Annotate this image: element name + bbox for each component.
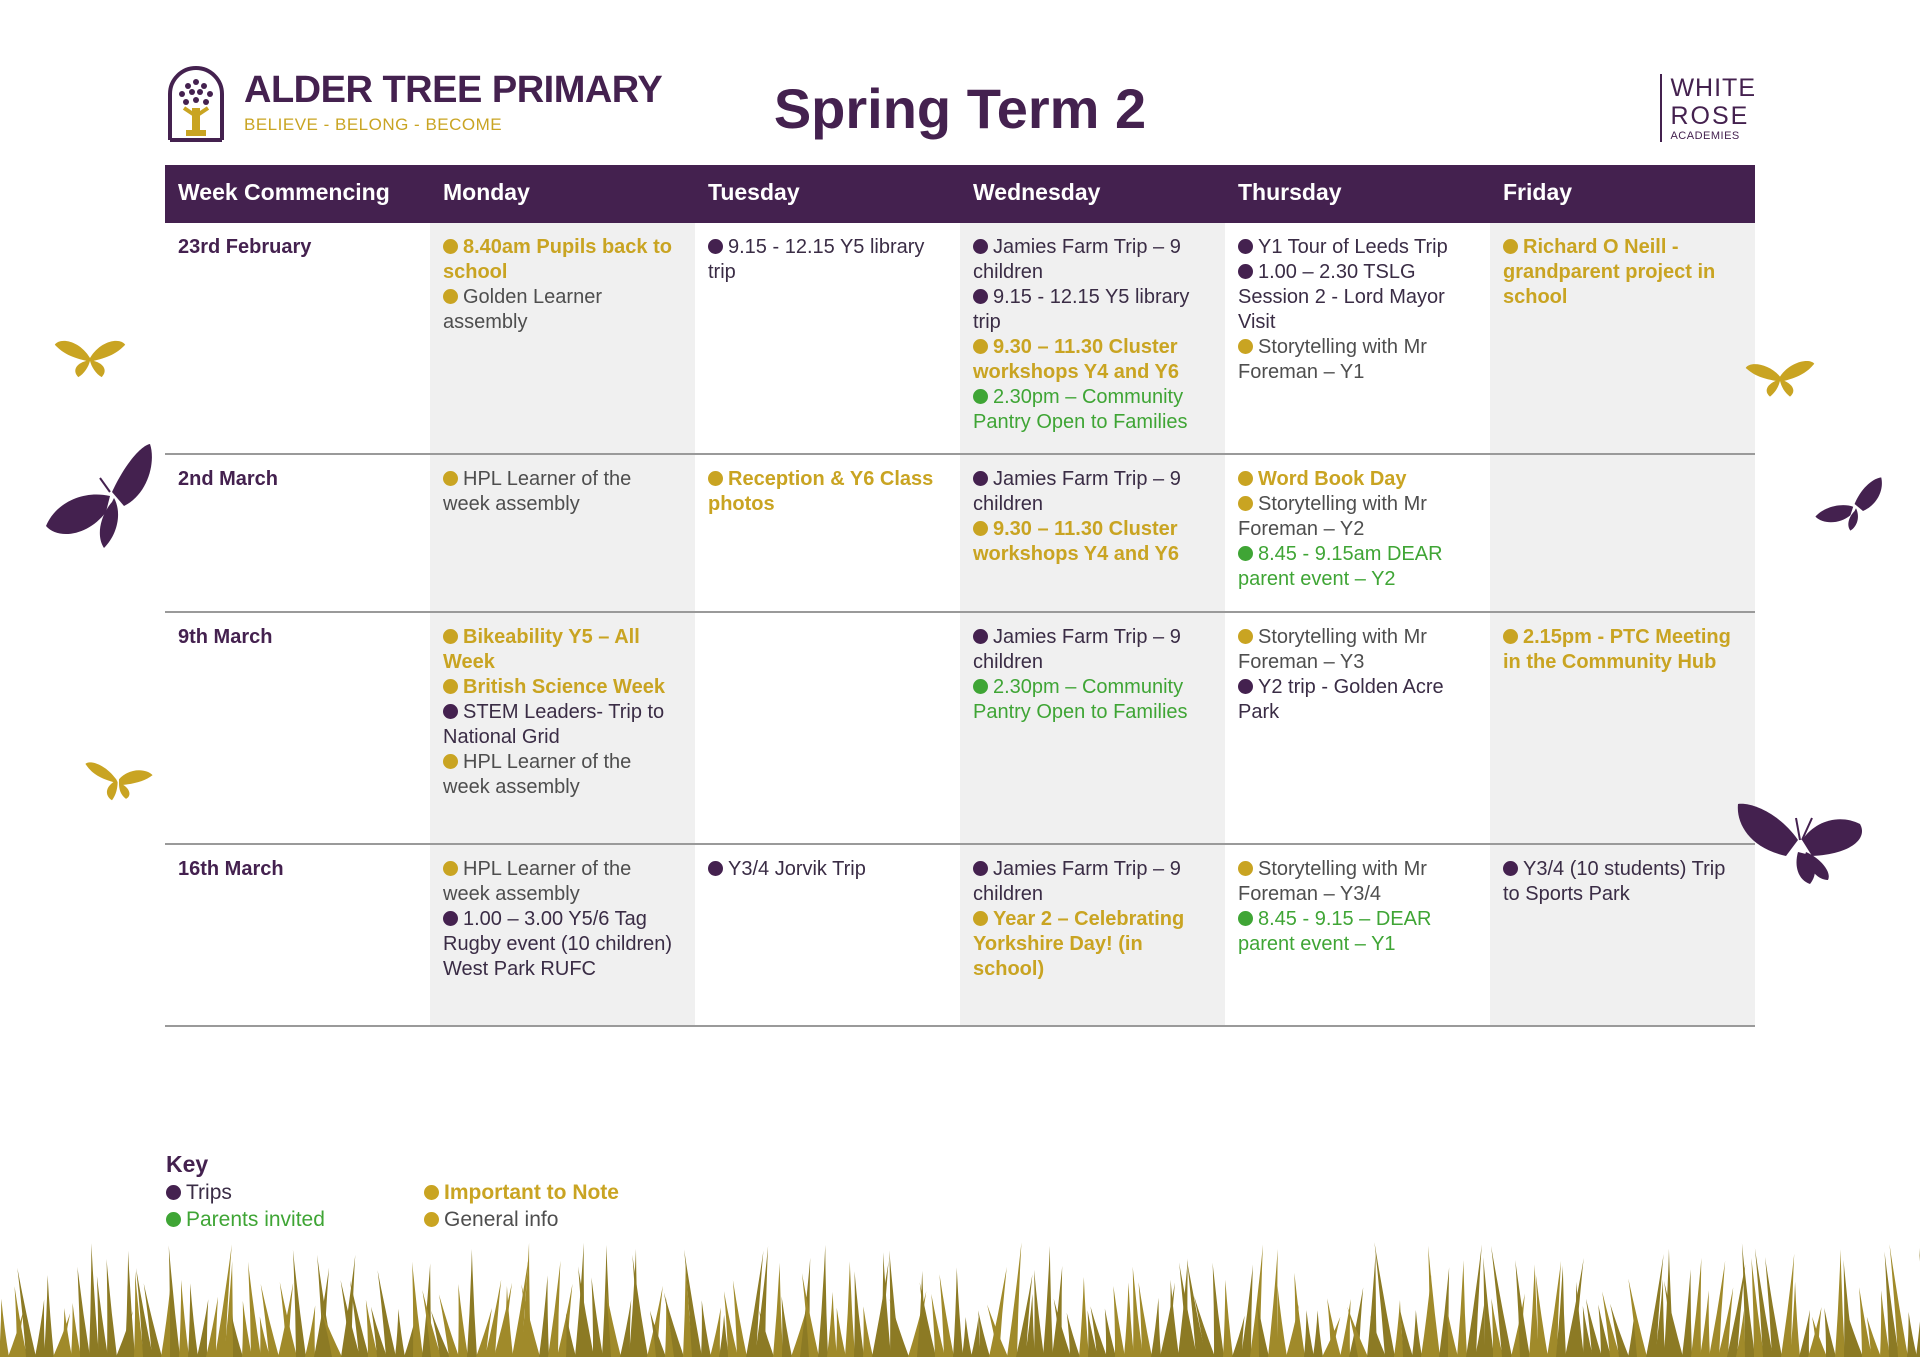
key-item-label: Trips	[186, 1181, 232, 1204]
bullet-dot-icon	[973, 861, 988, 876]
key-item-label: General info	[444, 1208, 559, 1231]
event-parents	[1238, 907, 1478, 957]
table-row	[165, 223, 1755, 455]
bullet-dot-icon	[973, 679, 988, 694]
event-trip	[973, 625, 1213, 675]
event-trip	[708, 857, 948, 882]
event-important	[443, 675, 683, 700]
event-trip	[708, 235, 948, 285]
event-important	[973, 907, 1213, 982]
event-trip	[973, 857, 1213, 907]
day-cell	[695, 455, 960, 611]
bullet-dot-icon	[708, 861, 723, 876]
event-important	[1238, 467, 1478, 492]
week-commencing-cell: 23rd February	[178, 236, 312, 258]
butterfly-icon	[1736, 800, 1870, 886]
key	[166, 1151, 684, 1232]
butterfly-icon	[44, 442, 156, 550]
event-text: Jamies Farm Trip – 9 children	[973, 626, 1181, 673]
week-commencing-cell: 9th March	[178, 626, 273, 648]
event-text: 9.30 – 11.30 Cluster workshops Y4 and Y6	[973, 518, 1180, 565]
school-name: ALDER TREE PRIMARY	[244, 69, 663, 111]
event-parents	[973, 675, 1213, 725]
event-parents	[973, 385, 1213, 435]
day-cell	[1225, 613, 1490, 843]
day-cell	[430, 223, 695, 453]
bullet-dot-icon	[443, 471, 458, 486]
event-general	[1238, 335, 1478, 385]
bullet-dot-icon	[166, 1212, 181, 1227]
event-text: Y3/4 Jorvik Trip	[728, 858, 866, 880]
table-row	[165, 613, 1755, 845]
day-cell	[1490, 613, 1755, 843]
bullet-dot-icon	[973, 289, 988, 304]
day-cell	[430, 455, 695, 611]
key-item-important	[424, 1180, 684, 1205]
day-cell	[430, 845, 695, 1025]
bullet-dot-icon	[443, 754, 458, 769]
day-cell	[1225, 845, 1490, 1025]
partner-logo-line3: ACADEMIES	[1670, 130, 1740, 142]
event-text: HPL Learner of the week assembly	[443, 468, 632, 515]
event-text: Y3/4 (10 students) Trip to Sports Park	[1503, 858, 1726, 905]
school-motto: BELIEVE - BELONG - BECOME	[244, 115, 503, 134]
event-text: Richard O Neill - grandparent project in school	[1503, 236, 1716, 308]
event-text: Storytelling with Mr Foreman – Y1	[1238, 336, 1427, 383]
bullet-dot-icon	[973, 629, 988, 644]
bullet-dot-icon	[443, 679, 458, 694]
page-title: Spring Term 2	[773, 77, 1147, 140]
event-text: 2.30pm – Community Pantry Open to Families	[973, 386, 1188, 433]
event-text: Jamies Farm Trip – 9 children	[973, 468, 1181, 515]
bullet-dot-icon	[1238, 861, 1253, 876]
event-trip	[443, 907, 683, 982]
event-text: 8.40am Pupils back to school	[443, 236, 672, 283]
bullet-dot-icon	[1238, 679, 1253, 694]
event-important	[973, 335, 1213, 385]
bullet-dot-icon	[973, 471, 988, 486]
day-cell	[960, 613, 1225, 843]
event-important	[708, 467, 948, 517]
bullet-dot-icon	[1238, 264, 1253, 279]
key-item-general	[424, 1207, 684, 1232]
event-text: Bikeability Y5 – All Week	[443, 626, 640, 673]
event-text: 1.00 – 2.30 TSLG Session 2 - Lord Mayor Visit	[1238, 261, 1445, 333]
event-trip	[973, 467, 1213, 517]
partner-logo-line2: ROSE	[1670, 102, 1750, 130]
bullet-dot-icon	[424, 1212, 439, 1227]
event-text: Reception & Y6 Class photos	[708, 468, 934, 515]
bullet-dot-icon	[973, 239, 988, 254]
day-cell	[1490, 223, 1755, 453]
week-commencing-cell: 16th March	[178, 858, 284, 880]
column-header: Tuesday	[708, 179, 800, 205]
event-trip	[1238, 235, 1478, 260]
event-text: 9.30 – 11.30 Cluster workshops Y4 and Y6	[973, 336, 1180, 383]
table-row	[165, 845, 1755, 1027]
bullet-dot-icon	[424, 1185, 439, 1200]
event-important	[1503, 235, 1743, 310]
event-text: 9.15 - 12.15 Y5 library trip	[973, 286, 1190, 333]
event-text: Storytelling with Mr Foreman – Y3	[1238, 626, 1427, 673]
event-text: Jamies Farm Trip – 9 children	[973, 858, 1181, 905]
day-cell	[1490, 455, 1755, 611]
butterfly-icon	[1814, 476, 1884, 532]
partner-logo-line1: WHITE	[1670, 74, 1756, 102]
event-trip	[1238, 675, 1478, 725]
table-row	[165, 455, 1755, 613]
event-text: Word Book Day	[1258, 468, 1407, 490]
event-general	[443, 857, 683, 907]
event-text: Storytelling with Mr Foreman – Y3/4	[1238, 858, 1427, 905]
day-cell	[695, 845, 960, 1025]
bullet-dot-icon	[1238, 471, 1253, 486]
bullet-dot-icon	[443, 911, 458, 926]
event-general	[1238, 492, 1478, 542]
key-item-label: Important to Note	[444, 1181, 619, 1204]
butterfly-icon	[52, 336, 128, 380]
column-header: Wednesday	[973, 179, 1101, 205]
bullet-dot-icon	[708, 471, 723, 486]
butterfly-icon	[84, 758, 154, 802]
partner-logo	[1660, 74, 1756, 142]
event-general	[443, 467, 683, 517]
event-trip	[973, 285, 1213, 335]
column-header: Friday	[1503, 179, 1573, 205]
day-cell	[960, 845, 1225, 1025]
event-general	[443, 285, 683, 335]
bullet-dot-icon	[973, 339, 988, 354]
bullet-dot-icon	[1238, 239, 1253, 254]
event-general	[443, 750, 683, 800]
key-item-trip	[166, 1180, 424, 1205]
event-trip	[1238, 260, 1478, 335]
event-text: 1.00 – 3.00 Y5/6 Tag Rugby event (10 children) West Park RUFC	[443, 908, 673, 980]
event-general	[1238, 625, 1478, 675]
key-title: Key	[166, 1151, 209, 1177]
calendar-header	[165, 165, 1755, 223]
event-trip	[973, 235, 1213, 285]
day-cell	[695, 613, 960, 843]
bullet-dot-icon	[1238, 629, 1253, 644]
bullet-dot-icon	[1238, 546, 1253, 561]
bullet-dot-icon	[973, 911, 988, 926]
bullet-dot-icon	[443, 289, 458, 304]
bullet-dot-icon	[443, 704, 458, 719]
event-text: 2.30pm – Community Pantry Open to Families	[973, 676, 1188, 723]
event-text: HPL Learner of the week assembly	[443, 751, 632, 798]
day-cell	[695, 223, 960, 453]
event-text: Jamies Farm Trip – 9 children	[973, 236, 1181, 283]
bullet-dot-icon	[443, 861, 458, 876]
bullet-dot-icon	[166, 1185, 181, 1200]
event-important	[973, 517, 1213, 567]
bullet-dot-icon	[1238, 911, 1253, 926]
bullet-dot-icon	[973, 521, 988, 536]
event-important	[1503, 625, 1743, 675]
event-text: Y1 Tour of Leeds Trip	[1258, 236, 1448, 258]
event-text: Y2 trip - Golden Acre Park	[1238, 676, 1444, 723]
event-text: 8.45 - 9.15am DEAR parent event – Y2	[1238, 543, 1443, 590]
term-calendar	[165, 165, 1755, 1027]
day-cell	[1225, 455, 1490, 611]
day-cell	[960, 455, 1225, 611]
event-text: 8.45 - 9.15 – DEAR parent event – Y1	[1238, 908, 1432, 955]
calendar-body	[165, 223, 1755, 1027]
event-text: 9.15 - 12.15 Y5 library trip	[708, 236, 925, 283]
butterfly-icon	[1744, 358, 1816, 398]
bullet-dot-icon	[973, 389, 988, 404]
week-commencing-cell: 2nd March	[178, 468, 279, 490]
event-text: Year 2 – Celebrating Yorkshire Day! (in school)	[973, 908, 1185, 980]
bullet-dot-icon	[708, 239, 723, 254]
event-text: 2.15pm - PTC Meeting in the Community Hub	[1503, 626, 1731, 673]
event-general	[1238, 857, 1478, 907]
event-text: STEM Leaders- Trip to National Grid	[443, 701, 665, 748]
key-item-label: Parents invited	[186, 1208, 325, 1231]
bullet-dot-icon	[1503, 861, 1518, 876]
column-header: Monday	[443, 179, 530, 205]
day-cell	[1490, 845, 1755, 1025]
event-parents	[1238, 542, 1478, 592]
key-items	[166, 1180, 684, 1232]
day-cell	[430, 613, 695, 843]
key-item-parents	[166, 1207, 424, 1232]
event-important	[443, 625, 683, 675]
bullet-dot-icon	[1238, 339, 1253, 354]
event-trip	[443, 700, 683, 750]
day-cell	[1225, 223, 1490, 453]
grass-icon	[0, 1237, 1920, 1357]
event-text: Golden Learner assembly	[443, 286, 602, 333]
event-important	[443, 235, 683, 285]
day-cell	[960, 223, 1225, 453]
event-text: HPL Learner of the week assembly	[443, 858, 632, 905]
bullet-dot-icon	[443, 239, 458, 254]
bullet-dot-icon	[1503, 239, 1518, 254]
event-trip	[1503, 857, 1743, 907]
bullet-dot-icon	[443, 629, 458, 644]
column-header: Week Commencing	[178, 179, 390, 205]
bullet-dot-icon	[1503, 629, 1518, 644]
event-text: Storytelling with Mr Foreman – Y2	[1238, 493, 1427, 540]
column-header: Thursday	[1238, 179, 1342, 205]
bullet-dot-icon	[1238, 496, 1253, 511]
event-text: British Science Week	[463, 676, 665, 698]
